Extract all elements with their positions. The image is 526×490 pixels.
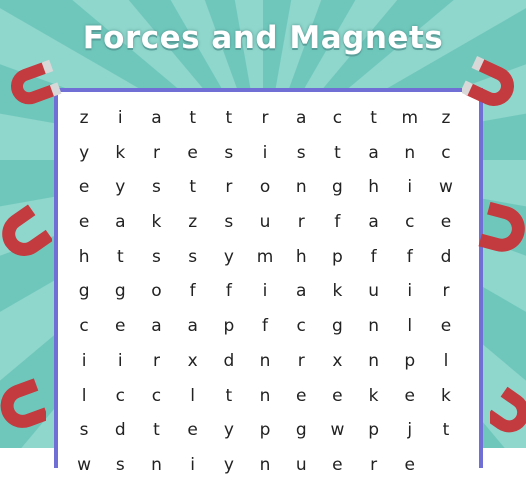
grid-letter[interactable]: t bbox=[442, 420, 450, 441]
grid-letter[interactable]: y bbox=[79, 142, 90, 163]
grid-letter[interactable]: m bbox=[256, 246, 274, 267]
grid-letter[interactable]: p bbox=[368, 420, 379, 441]
grid-letter[interactable]: n bbox=[368, 350, 379, 371]
grid-letter[interactable]: k bbox=[115, 142, 126, 163]
puzzle-title: Forces and Magnets bbox=[82, 20, 444, 56]
grid-letter[interactable]: n bbox=[295, 177, 307, 198]
grid-letter[interactable]: a bbox=[296, 281, 307, 302]
grid-letter[interactable]: y bbox=[115, 177, 126, 198]
grid-letter[interactable]: i bbox=[407, 281, 413, 302]
grid-letter[interactable]: a bbox=[296, 108, 307, 128]
grid-letter[interactable]: e bbox=[404, 454, 416, 475]
grid-letter[interactable]: l bbox=[81, 385, 87, 406]
grid-letter[interactable]: w bbox=[77, 454, 92, 475]
grid-letter[interactable]: d bbox=[114, 420, 126, 441]
grid-letter[interactable]: s bbox=[224, 142, 234, 163]
grid-letter[interactable]: k bbox=[441, 385, 451, 406]
grid-letter[interactable]: l bbox=[443, 350, 449, 371]
grid-letter[interactable]: c bbox=[405, 212, 415, 233]
grid-letter[interactable]: t bbox=[189, 108, 196, 128]
grid-letter[interactable]: f bbox=[370, 246, 377, 267]
grid-letter[interactable]: g bbox=[332, 316, 343, 337]
grid-letter[interactable]: s bbox=[79, 420, 89, 441]
grid-letter[interactable]: t bbox=[334, 142, 341, 163]
grid-letter[interactable]: z bbox=[79, 108, 89, 128]
grid-letter[interactable]: s bbox=[224, 212, 234, 233]
grid-letter[interactable]: j bbox=[407, 420, 413, 441]
grid-letter[interactable]: n bbox=[404, 142, 416, 163]
grid-letter[interactable]: l bbox=[407, 316, 413, 337]
grid-letter[interactable]: f bbox=[225, 281, 232, 302]
grid-letter[interactable]: i bbox=[190, 454, 196, 475]
grid-letter[interactable]: e bbox=[187, 420, 198, 441]
letter-grid bbox=[66, 108, 464, 490]
grid-letter[interactable]: o bbox=[259, 177, 271, 198]
grid-letter[interactable]: s bbox=[296, 142, 306, 163]
grid-letter[interactable]: c bbox=[79, 316, 89, 337]
grid-letter[interactable]: a bbox=[187, 316, 198, 337]
grid-letter[interactable]: c bbox=[332, 108, 343, 128]
grid-letter[interactable]: p bbox=[223, 316, 235, 337]
grid-letter[interactable]: p bbox=[259, 420, 271, 441]
grid-letter[interactable]: a bbox=[115, 212, 126, 233]
grid-letter[interactable]: n bbox=[151, 454, 162, 475]
grid-letter[interactable]: i bbox=[262, 142, 268, 163]
grid-letter[interactable]: d bbox=[440, 246, 452, 267]
grid-letter[interactable]: x bbox=[187, 350, 198, 371]
horseshoe-magnet-icon bbox=[6, 58, 66, 130]
grid-letter[interactable]: c bbox=[151, 385, 162, 406]
grid-letter[interactable]: t bbox=[370, 108, 377, 128]
grid-letter[interactable]: h bbox=[78, 246, 90, 267]
grid-letter[interactable]: h bbox=[295, 246, 307, 267]
grid-letter[interactable]: y bbox=[223, 246, 234, 267]
grid-letter[interactable]: t bbox=[225, 385, 233, 406]
grid-letter[interactable]: s bbox=[152, 246, 161, 267]
horseshoe-magnet-icon bbox=[0, 370, 46, 448]
horseshoe-magnet-icon bbox=[490, 380, 526, 448]
grid-letter[interactable]: i bbox=[81, 350, 87, 371]
grid-letter[interactable]: e bbox=[440, 212, 452, 233]
grid-letter[interactable]: r bbox=[297, 350, 305, 371]
grid-letter[interactable]: w bbox=[439, 177, 453, 198]
grid-letter[interactable]: i bbox=[117, 108, 123, 128]
grid-letter[interactable]: f bbox=[189, 281, 196, 302]
grid-letter[interactable]: r bbox=[152, 350, 160, 371]
grid-letter[interactable]: r bbox=[152, 142, 160, 163]
grid-letter[interactable]: n bbox=[259, 454, 271, 475]
grid-letter[interactable]: n bbox=[368, 316, 379, 337]
grid-letter[interactable]: r bbox=[297, 212, 305, 233]
grid-letter[interactable]: w bbox=[330, 420, 345, 441]
grid-letter[interactable]: d bbox=[223, 350, 235, 371]
grid-letter[interactable]: r bbox=[442, 281, 450, 302]
grid-letter[interactable]: e bbox=[404, 385, 416, 406]
grid-letter[interactable]: z bbox=[188, 212, 198, 233]
grid-letter[interactable]: y bbox=[223, 420, 234, 441]
grid-letter[interactable]: i bbox=[407, 177, 413, 198]
grid-letter[interactable]: p bbox=[404, 350, 416, 371]
grid-letter[interactable]: i bbox=[117, 350, 123, 371]
grid-letter[interactable]: n bbox=[259, 385, 271, 406]
grid-letter[interactable]: r bbox=[370, 454, 378, 475]
grid-letter[interactable]: n bbox=[259, 350, 271, 371]
grid-letter[interactable]: y bbox=[223, 454, 234, 475]
grid-letter[interactable]: o bbox=[151, 281, 162, 302]
grid-letter[interactable]: g bbox=[295, 420, 307, 441]
grid-letter[interactable]: e bbox=[187, 142, 198, 163]
grid-letter[interactable]: a bbox=[368, 142, 379, 163]
grid-letter[interactable]: u bbox=[259, 212, 271, 233]
grid-letter[interactable]: a bbox=[151, 316, 162, 337]
grid-letter[interactable]: p bbox=[332, 246, 343, 267]
grid-letter[interactable]: e bbox=[115, 316, 126, 337]
grid-letter[interactable]: g bbox=[332, 177, 343, 198]
grid-letter[interactable]: e bbox=[332, 454, 343, 475]
grid-letter[interactable]: r bbox=[261, 108, 269, 128]
grid-letter[interactable]: t bbox=[225, 108, 233, 128]
grid-letter[interactable]: g bbox=[114, 281, 126, 302]
grid-letter[interactable]: u bbox=[295, 454, 307, 475]
grid-letter[interactable]: f bbox=[406, 246, 413, 267]
grid-letter[interactable]: a bbox=[151, 108, 162, 128]
grid-letter[interactable]: k bbox=[332, 281, 343, 302]
grid-letter[interactable]: f bbox=[334, 212, 341, 233]
grid-letter[interactable]: x bbox=[332, 350, 343, 371]
grid-letter[interactable]: l bbox=[190, 385, 196, 406]
grid-letter[interactable]: c bbox=[441, 142, 451, 163]
grid-letter[interactable]: r bbox=[225, 177, 233, 198]
horseshoe-magnet-icon bbox=[478, 196, 526, 280]
grid-letter[interactable]: g bbox=[78, 281, 90, 302]
grid-letter[interactable]: s bbox=[115, 454, 125, 475]
grid-letter[interactable]: e bbox=[295, 385, 307, 406]
grid-letter[interactable]: c bbox=[115, 385, 125, 406]
grid-letter[interactable]: k bbox=[151, 212, 162, 233]
grid-letter[interactable]: e bbox=[440, 316, 452, 337]
horseshoe-magnet-icon bbox=[0, 200, 52, 284]
grid-letter[interactable]: m bbox=[401, 108, 419, 128]
grid-letter[interactable]: z bbox=[441, 108, 451, 128]
grid-letter[interactable]: s bbox=[188, 246, 198, 267]
grid-letter[interactable]: e bbox=[332, 385, 343, 406]
grid-letter[interactable]: f bbox=[262, 316, 269, 337]
grid-letter[interactable]: t bbox=[189, 177, 196, 198]
grid-letter[interactable]: e bbox=[78, 177, 90, 198]
grid-letter[interactable]: u bbox=[368, 281, 379, 302]
grid-letter[interactable]: e bbox=[78, 212, 90, 233]
grid-letter[interactable]: s bbox=[152, 177, 161, 198]
grid-letter[interactable]: k bbox=[368, 385, 379, 406]
grid-letter[interactable]: t bbox=[116, 246, 124, 267]
grid-letter[interactable]: h bbox=[368, 177, 379, 198]
grid-letter[interactable]: t bbox=[153, 420, 160, 441]
grid-letter[interactable]: c bbox=[296, 316, 306, 337]
grid-letter[interactable]: i bbox=[262, 281, 268, 302]
horseshoe-magnet-icon bbox=[462, 56, 526, 136]
grid-letter[interactable]: a bbox=[368, 212, 379, 233]
